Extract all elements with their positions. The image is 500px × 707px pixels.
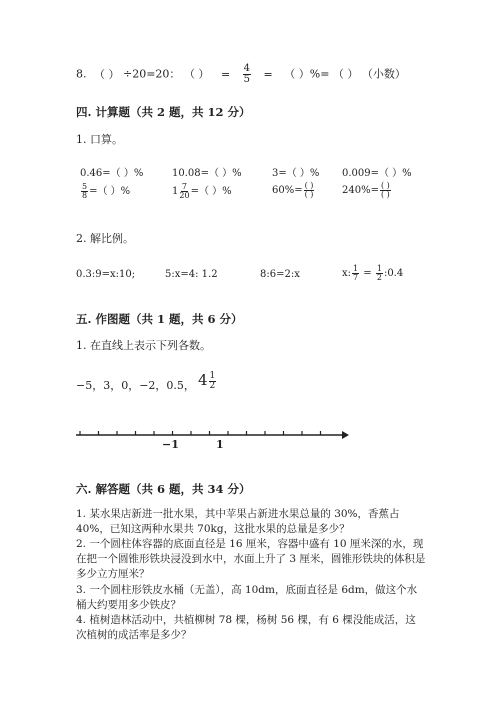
q8-blank-4: （ ）: [332, 67, 359, 81]
fraction-blank: $\frac{( )}{( )}$: [380, 181, 390, 199]
section-6-title: 六. 解答题（共 6 题，共 34 分）: [76, 482, 251, 496]
section-5-title: 五. 作图题（共 1 题，共 6 分）: [76, 312, 243, 326]
section-4-q2-label: 2. 解比例。: [76, 232, 134, 245]
q8-blank-1: （ ）: [94, 67, 120, 81]
ratio-c: 8:6=2:x: [260, 269, 300, 280]
q8-blank-2: （ ）: [183, 67, 210, 81]
mixed-number-4-1-2: 4 $\frac{1}{2}$: [198, 370, 216, 391]
problem-2: 2. 一个圆柱体容器的底面直径是 16 厘米，容器中盛有 10 厘米深的水，现在把一个圆锥形铁块浸没到水中，水面上升了 3 厘米，圆锥形铁块的体积是多少立方厘米？: [76, 538, 426, 580]
q8-equals-1: =: [220, 67, 231, 81]
calc-row-2-d: 240%= $\frac{( )}{( )}$: [342, 181, 390, 199]
problem-4: 4. 植树造林活动中，共植柳树 78 棵，杨树 56 棵，有 6 棵没能成活，这次植树的成活率是多少？: [76, 614, 416, 641]
tick-label-neg1: −1: [162, 438, 179, 451]
calc-row-2-c: 60%= $\frac{( )}{( )}$: [272, 181, 314, 199]
fraction-7-20: $\frac{7}{20}$: [179, 182, 190, 200]
number-line: [76, 425, 351, 455]
q8-fraction: $\frac{4}{5}$: [243, 63, 251, 85]
calc-row-2-b: 1 $\frac{7}{20}$ =（ ）%: [172, 182, 232, 200]
ratio-d: x: $\frac{1}{7}$ = $\frac{1}{2}$ :0.4: [342, 264, 404, 282]
fraction-1-2: $\frac{1}{2}$: [376, 264, 382, 282]
question-8: [76, 64, 406, 85]
ratio-b: 5:x=4: 1.2: [165, 269, 218, 280]
problem-1: 1. 某水果店新进一批水果，其中苹果占新进水果总量的 30%，香蕉占 40%，已知这两种水果共 70kg，这批水果的总量是多少？: [76, 508, 400, 535]
section-5-q1-label: 1. 在直线上表示下列各数。: [76, 339, 211, 352]
number-line-svg: [76, 425, 351, 455]
calc-row-1-b: 10.08=（ ）%: [172, 168, 242, 179]
number-line-arrow: [342, 431, 349, 439]
ratio-a: 0.3:9=x:10;: [76, 269, 136, 280]
q8-label: 8.: [76, 67, 87, 81]
calc-row-1-c: 3=（ ）%: [272, 168, 320, 179]
section-4-title: 四. 计算题（共 2 题，共 12 分）: [76, 105, 251, 119]
calc-row-1-d: 0.009=（ ）%: [342, 168, 412, 179]
calc-row-2-a: $\frac{5}{8}$ =（ ）%: [82, 182, 131, 200]
tick-label-1: 1: [216, 438, 224, 451]
calc-row-1-a: 0.46=（ ）%: [80, 168, 144, 179]
q8-division: ÷20=20：: [123, 67, 181, 81]
q8-equals-2: =: [263, 67, 273, 81]
fraction-blank: $\frac{( )}{( )}$: [304, 181, 314, 199]
q8-tail: （小数）: [361, 67, 406, 81]
fraction-1-7: $\frac{1}{7}$: [353, 264, 359, 282]
fraction-5-8: $\frac{5}{8}$: [82, 182, 88, 200]
section-4-q1-label: 1. 口算。: [76, 133, 123, 146]
q8-blank-3: （ ）%=: [284, 67, 330, 81]
problem-3: 3. 一个圆柱形铁皮水桶（无盖），高 10dm，底面直径是 6dm，做这个水桶大约要用多少铁皮？: [76, 584, 418, 611]
numbers-to-plot: −5，3，0，−2，0.5，: [76, 379, 195, 392]
